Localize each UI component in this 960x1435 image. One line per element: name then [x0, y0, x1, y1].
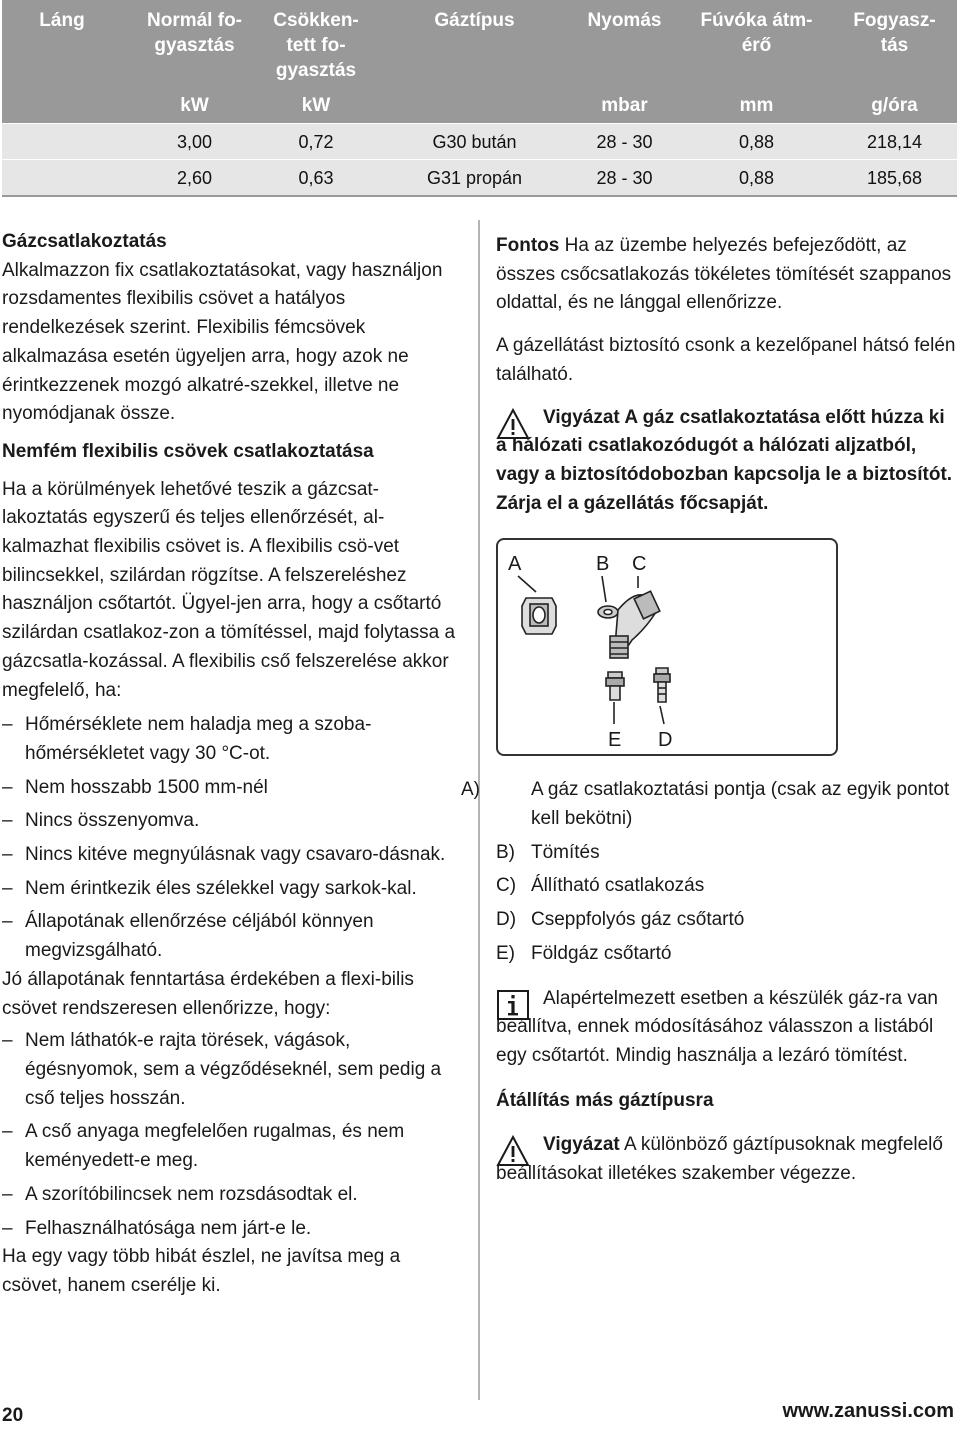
table-cell: 28 - 30 — [596, 168, 653, 188]
figure-label-d: D — [658, 729, 673, 752]
unit-mbar: mbar — [601, 95, 648, 116]
table-cell: 2,60 — [176, 168, 213, 188]
list-item: – Felhasználhatósága nem járt-e le. — [2, 1215, 464, 1244]
warning-text — [496, 1131, 956, 1188]
paragraph: Ha egy vagy több hibát észlel, ne javítsa meg a csövet, hanem cserélje ki. — [2, 1246, 401, 1296]
header-normal: Normál fo- gyasztás — [147, 10, 242, 56]
info-text: Alapértelmezett esetben a készülék gáz-ra van beállítva, ennek módosításához válasszon a listából egy csőtartót. Mindig használja a lezáró tömítést. — [496, 987, 938, 1066]
gas-table — [2, 0, 957, 197]
info-block — [496, 985, 956, 1071]
table-cell: 0,63 — [298, 168, 334, 188]
table-cell: 28 - 30 — [596, 132, 653, 152]
section-heading-gas-connection: Gázcsatlakoztatás — [2, 231, 167, 252]
figure-label-e: E — [608, 729, 622, 752]
table-cell: G30 bután — [432, 132, 517, 152]
check-list — [2, 1027, 464, 1243]
legend-text: Állítható csatlakozás — [531, 875, 705, 897]
warning-body: A különböző gáztípusoknak megfelelő beállításokat illetékes szakember végezze. — [496, 1134, 943, 1185]
figure-label-a: A — [508, 553, 522, 576]
table-cell: 185,68 — [866, 168, 923, 188]
unit-gora: g/óra — [871, 95, 918, 116]
list-item: – A cső anyaga megfelelően rugalmas, és nem keményedett-e meg. — [2, 1118, 464, 1175]
important-note — [496, 232, 956, 318]
unit-kw-normal: kW — [180, 95, 209, 116]
legend-key: D) — [496, 909, 517, 931]
connection-figure — [496, 538, 838, 756]
figure-label-b: B — [596, 553, 610, 576]
right-column — [461, 232, 956, 1189]
list-item: – Nem érintkezik éles szélekkel vagy sarkok-kal. — [2, 875, 464, 904]
table-cell: 3,00 — [176, 132, 213, 152]
website-link[interactable]: www.zanussi.com — [782, 1400, 954, 1422]
unit-kw-reduced: kW — [301, 95, 331, 116]
legend-text: A gáz csatlakoztatási pontja (csak az egyik pontot kell bekötni) — [531, 779, 950, 830]
list-item: – A szorítóbilincsek nem rozsdásodtak el. — [2, 1181, 464, 1210]
warning-text: Vigyázat A gáz csatlakoztatása előtt húzza ki a hálózati csatlakozódugót a hálózati aljzatból, vagy a biztosítódobozban kapcsolja le a biztosítót. Zárja el a gázellátás főcsapját. — [496, 406, 953, 514]
warning-label: Vigyázat — [543, 1134, 620, 1156]
figure-label-c: C — [632, 553, 647, 576]
table-row — [2, 123, 957, 159]
list-item: – Nem hosszabb 1500 mm-nél — [2, 774, 464, 803]
header-gastype: Gáztípus — [434, 10, 515, 31]
legend-key: C) — [496, 875, 517, 897]
legend-key: B) — [496, 841, 515, 863]
list-item: – Hőmérséklete nem haladja meg a szoba-hőmérsékletet vagy 30 °C-ot. — [2, 711, 464, 768]
table-cell: 0,88 — [738, 168, 775, 188]
warning-triangle-icon — [496, 1135, 530, 1167]
header-nozzle: Fúvóka átm- érő — [700, 10, 813, 56]
legend-item — [461, 776, 956, 833]
paragraph: Ha a körülmények lehetővé teszik a gázcsat-lakoztatás egyszerű és teljes ellenőrzését, al-kalmazhat flexibilis csövet is. A flexibilis csö-vet bilincsekkel, szilárdan rögzítse. A felszereléshez használjon csőtartót. Ügyel-jen arra, hogy a csőtartó szilárdan csatlakoz-zon a tömítéssel, majd folytassa a gázcsatla-kozással. A flexibilis cső felszerelése akkor megfelelő, ha: — [2, 478, 456, 701]
table-cell: 218,14 — [866, 132, 923, 152]
table-row — [2, 159, 957, 195]
conditions-list — [2, 711, 464, 966]
legend-text: Földgáz csőtartó — [531, 942, 672, 964]
info-icon — [496, 989, 530, 1021]
legend-item — [496, 906, 956, 935]
list-item: – Állapotának ellenőrzése céljából könnyen megvizsgálható. — [2, 908, 464, 965]
legend-text: Cseppfolyós gáz csőtartó — [531, 909, 745, 931]
legend-key: E) — [496, 942, 515, 964]
warning-block — [496, 1131, 956, 1188]
header-pressure: Nyomás — [587, 10, 662, 31]
list-item: – Nem láthatók-e rajta törések, vágások, égésnyomok, sem a végződéseknél, sem pedig a cső teljes hosszán. — [2, 1027, 464, 1113]
paragraph: A gázellátást biztosító csonk a kezelőpanel hátsó felén található. — [496, 335, 956, 385]
connector-parts-illustration — [498, 540, 836, 754]
section-heading-nonmetal: Nemfém flexibilis csövek csatlakoztatása — [2, 440, 374, 462]
important-text: Ha az üzembe helyezés befejeződött, az összes csőcsatlakozás tökéletes tömítését szappanos oldattal, és ne lánggal ellenőrizze. — [496, 235, 952, 314]
list-item: – Nincs összenyomva. — [2, 807, 464, 836]
table-header — [2, 0, 957, 197]
header-lang: Láng — [39, 10, 85, 31]
figure-legend — [461, 776, 956, 968]
section-heading-conversion: Átállítás más gáztípusra — [496, 1089, 714, 1111]
legend-item — [496, 940, 956, 969]
header-consumption: Fogyasz- tás — [853, 10, 936, 56]
table-cell: 0,72 — [298, 132, 334, 152]
table-cell: G31 propán — [426, 168, 523, 188]
left-column — [2, 228, 464, 1301]
important-label: Fontos — [496, 235, 560, 256]
warning-block — [496, 404, 956, 519]
table-cell: 0,88 — [738, 132, 775, 152]
paragraph: Alkalmazzon fix csatlakoztatásokat, vagy használjon rozsdamentes flexibilis csövet a hatályos rendelkezések szerint. Flexibilis fémcsövek alkalmazása esetén ügyeljen arra, hogy azok ne érintkezzenek mozgó alkatré-szekkel, illetve ne nyomódjanak össze. — [2, 259, 443, 425]
unit-mm: mm — [739, 95, 774, 116]
warning-triangle-icon — [496, 408, 530, 440]
paragraph: Jó állapotának fenntartása érdekében a flexi-bilis csövet rendszeresen ellenőrizze, hogy: — [2, 968, 414, 1019]
list-item: – Nincs kitéve megnyúlásnak vagy csavaro-dásnak. — [2, 841, 464, 870]
legend-text: Tömítés — [531, 841, 600, 863]
column-divider — [478, 220, 480, 1400]
legend-item — [496, 872, 956, 901]
legend-item — [496, 839, 956, 868]
header-reduced: Csökken- tett fo- gyasztás — [273, 10, 359, 81]
legend-key: A) — [461, 779, 480, 801]
page-number: 20 — [2, 1405, 24, 1426]
